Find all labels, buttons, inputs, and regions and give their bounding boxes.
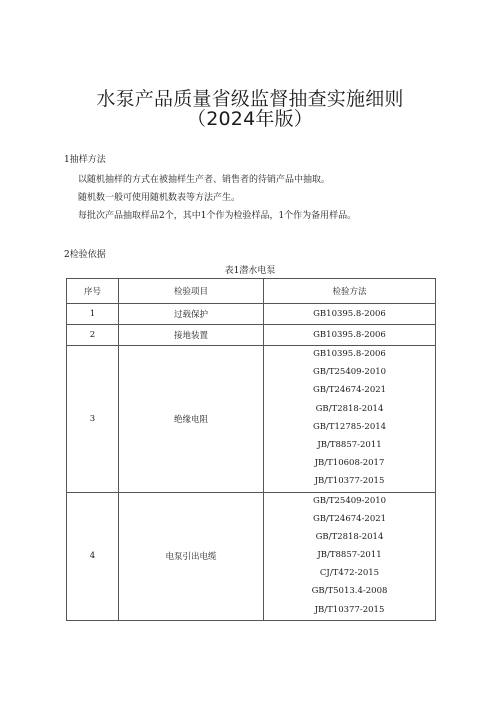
row-serial-no: 1 — [67, 304, 119, 325]
row-inspection-item: 接地装置 — [119, 325, 264, 346]
method-standard: GB/T25409-2010 — [312, 367, 387, 378]
table-row — [67, 325, 436, 346]
header-inspection-item: 检验项目 — [119, 279, 264, 304]
row-inspection-item: 过载保护 — [119, 304, 264, 325]
table-row — [67, 304, 436, 325]
method-standard: GB10395.8-2006 — [313, 309, 386, 319]
method-standard: JB/T8857-2011 — [317, 550, 382, 561]
method-standard: JB/T10377-2015 — [314, 604, 385, 615]
method-standard: CJ/T472-2015 — [319, 568, 380, 579]
document-title: 水泵产品质量省级监督抽查实施细则 — [96, 88, 404, 110]
method-standard: JB/T8857-2011 — [317, 439, 382, 450]
table-header-row — [67, 279, 436, 304]
method-standard: JB/T10608-2017 — [314, 458, 385, 469]
header-inspection-method: 检验方法 — [264, 279, 436, 304]
row-inspection-item: 绝缘电阻 — [119, 346, 264, 493]
row-serial-no: 2 — [67, 325, 119, 346]
table-caption: 表1潜水电泵 — [224, 266, 276, 276]
row-serial-no: 4 — [67, 492, 119, 620]
method-standard: GB10395.8-2006 — [313, 330, 386, 340]
method-standard: GB/T24674-2021 — [312, 513, 387, 524]
sampling-paragraph-1: 以随机抽样的方式在被抽样生产者、销售者的待销产品中抽取。 — [78, 175, 331, 185]
table-row — [67, 346, 436, 493]
method-standard: GB/T5013.4-2008 — [311, 586, 388, 597]
method-standard: GB10395.8-2006 — [313, 349, 386, 359]
method-standard: GB/T2818-2014 — [315, 403, 384, 414]
inspection-table — [66, 278, 436, 621]
sampling-paragraph-2: 随机数一般可使用随机数表等方法产生。 — [78, 193, 241, 203]
row-inspection-methods — [264, 346, 436, 493]
row-inspection-methods — [264, 325, 436, 346]
section-heading-sampling: 1抽样方法 — [64, 155, 106, 165]
document-subtitle-year: （2024年版） — [187, 108, 313, 130]
section-heading-inspection-basis: 2检验依据 — [64, 250, 106, 260]
method-standard: GB/T2818-2014 — [315, 531, 384, 542]
header-serial-no: 序号 — [67, 279, 119, 304]
row-serial-no: 3 — [67, 346, 119, 493]
row-inspection-methods — [264, 304, 436, 325]
method-standard: GB/T25409-2010 — [312, 495, 387, 506]
row-inspection-item: 电泵引出电缆 — [119, 492, 264, 620]
row-inspection-methods — [264, 492, 436, 620]
method-standard: GB/T12785-2014 — [312, 421, 387, 432]
sampling-paragraph-3: 每批次产品抽取样品2个，其中1个作为检验样品，1个作为备用样品。 — [78, 211, 357, 221]
table-row — [67, 492, 436, 620]
table-body — [67, 304, 436, 621]
method-standard: JB/T10377-2015 — [314, 476, 385, 487]
method-standard: GB/T24674-2021 — [312, 385, 387, 396]
